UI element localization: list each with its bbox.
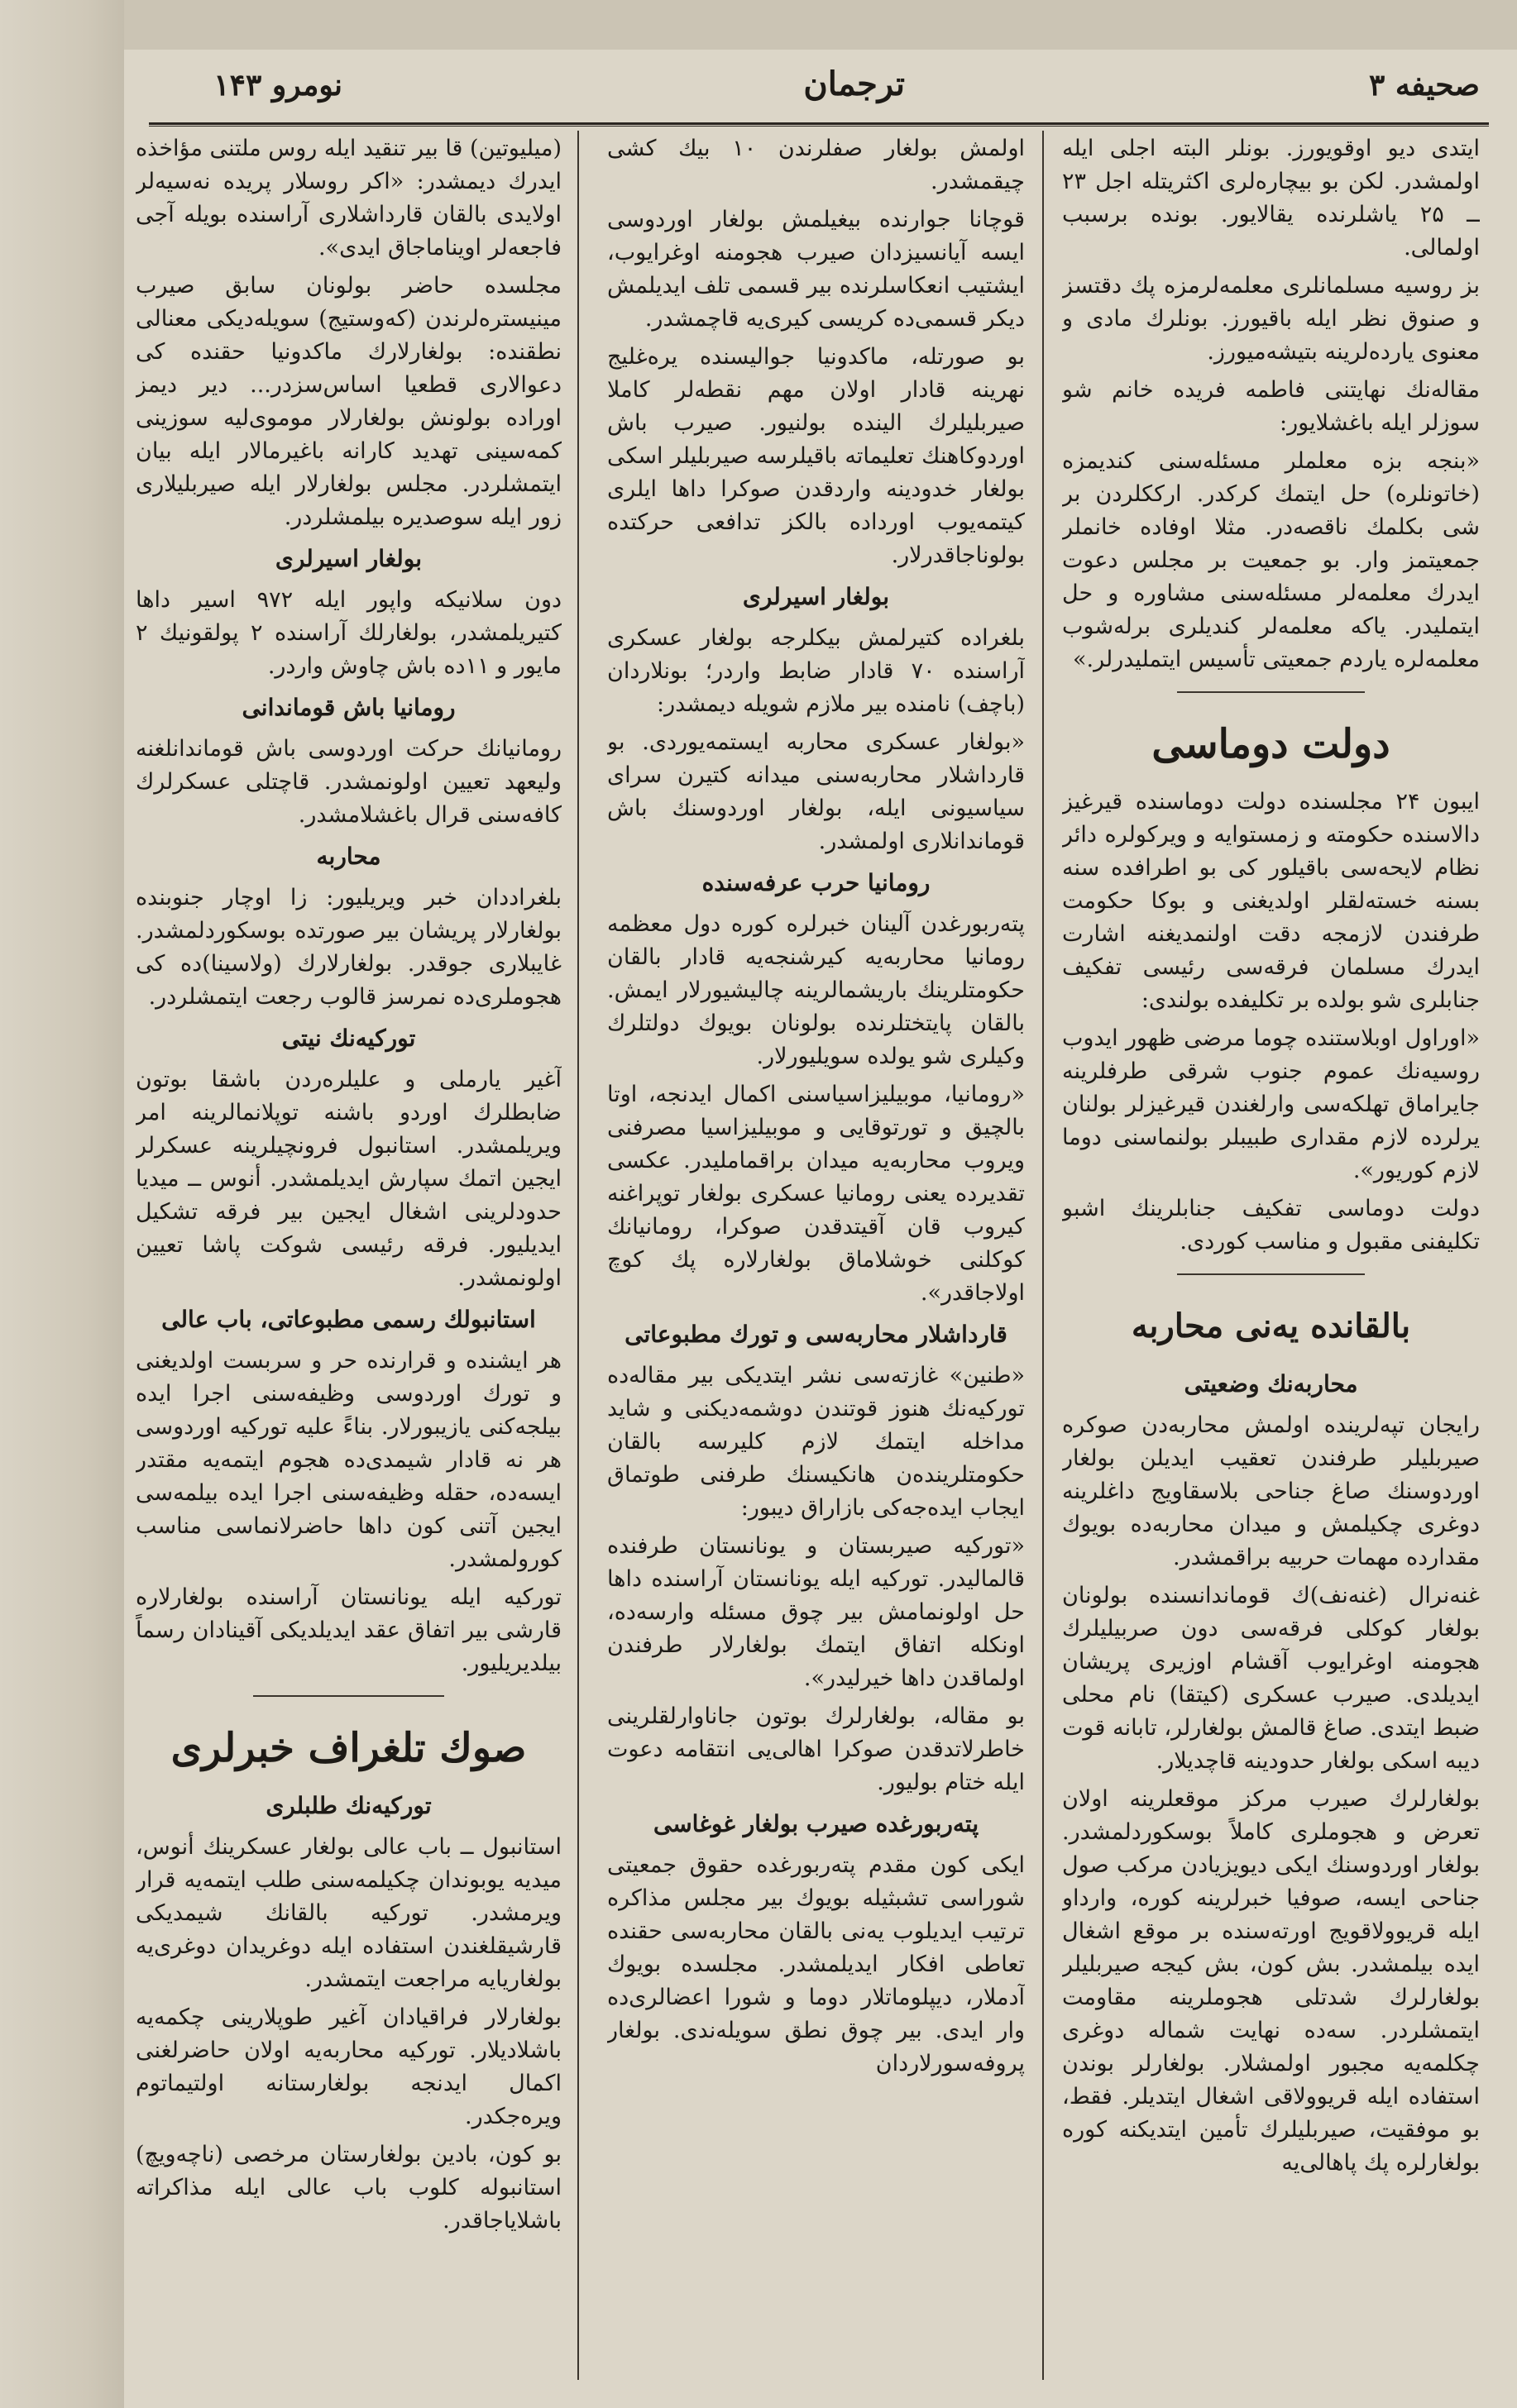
paragraph: دولت دوماسی تفکیف جنابلرینك اشبو تکلیفنی مقبول و مناسب کوردی.: [1062, 1196, 1480, 1254]
paragraph: بو کون، بادین بولغارستان مرخصی (ناچه‌ویچ) استانبوله کلوب باب عالی ایله مذاکراته باشلایاجاقدر.: [136, 2142, 562, 2234]
paragraph: «تورکیه صیربستان و یونانستان طرفنده قالمالیدر. تورکیه ایله یونانستان آراسنده داها حل اولونمامش بیر چوق مسئله وارسه‌ده، اونکله اتفاق ایتمك بولغارلار طرفندن اولماقدن داها خیرلیدر».: [607, 1533, 1025, 1691]
paragraph: «رومانیا، موبیلیزاسیاسنی اکمال ایدنجه، اوتا بالچیق و تورتوقایی و موبیلیزاسیا مصرفنی ویروب محاربه‌یه میدان براقماملیدر. عکسی تقدیرده یعنی رومانیا عسکری بولغار توپراغنه کیروب قان آقیتدقدن صوکرا، رومانیانك کوکلنی خوشلاماق بولغارلاره پك کوچ اولاجاقدر».: [607, 1082, 1025, 1306]
column-rule: [1042, 131, 1044, 2380]
subheading: بولغار اسیرلری: [742, 583, 890, 610]
paragraph: «اوراول اوبلاستنده چوما مرضی ظهور ایدوب روسیه‌نك عموم جنوب شرقی طرفلرینه جایراماق تهلکه‌سی وارلغندن قیرغیزلر بولنان یرلرده لازم مقداری طبیبلر بولنماسنی دوما لازم کوریور».: [1062, 1025, 1480, 1183]
page-number: صحیفه ۳: [1368, 68, 1480, 103]
subheading: تورکیه‌نك نیتی: [281, 1025, 416, 1052]
subheading: تورکیه‌نك طلبلری: [266, 1792, 432, 1819]
paragraph: «بنجه بزه معلملر مسئله‌سنی کندیمزه (خاتونلره) حل ایتمك کرکدر. ارککلردن بر شی بکلمك ناقصه‌در. مثلا اوفاده خانملر جمعیتمز وار. بو جمعیت بر مجلس دعوت ایدرك معلمه‌لر مسئله‌سنی مشاوره و حل ایتملیدر. یاکه معلمه‌لر کندیلری برله‌شوب معلمه‌لره یاردم جمعیتی تأسیس ایتملیدرلر.»: [1062, 448, 1480, 672]
column-rule: [577, 131, 579, 2380]
newspaper-title: ترجمان: [803, 64, 905, 103]
paragraph: قوچانا جوارنده بیغیلمش بولغار اوردوسی ایسه آیانسیزدان صیرب هجومنه اوغرایوب، ایشتیب انعکاسلرنده بیر قسمی تلف ایدیلمش دیکر قسمی‌ده کریسی کیری‌یه قاچمشدر.: [607, 207, 1025, 332]
subheading: پته‌ربورغده صیرب بولغار غوغاسی: [653, 1810, 979, 1837]
paragraph: دون سلانیکه واپور ایله ۹۷۲ اسیر داها کتیریلمشدر، بولغارلك آراسنده ۲ پولقونیك ۲ مایور و ۱۱ده باش چاوش واردر.: [136, 587, 562, 679]
section-divider: [1177, 1273, 1365, 1275]
paragraph: پته‌ربورغدن آلینان خبرلره کوره دول معظمه رومانیا محاربه‌یه کیرشنجه‌یه قادار بالقان حکومتلرینك باریشمالرینه چالیشیورلار ایمش. بالقان پایتختلرنده بولونان بویوك دولتلرك وکیلری شو یولده سویلیورلار.: [607, 911, 1025, 1069]
paragraph: ایتدی دیو اوقویورز. بونلر البته اجلی ایله اولمشدر. لکن بو بیچاره‌لری اکثریتله اجل ۲۳ ــ ۲۵ یاشلرنده یقالایور. بونده برسبب اولمالی.: [1062, 136, 1480, 260]
paragraph: استانبول ــ باب عالی بولغار عسکرینك أنوس، میدیه یوبوندان چکیلمه‌سنی طلب ایتمه‌یه قرار ویرمشدر. تورکیه بالقانك شیمدیکی قارشیقلغندن استفاده ایله دوغریدان دوغری‌یه بولغاریایه مراجعت ایتمشدر.: [136, 1834, 562, 1992]
section-divider: [253, 1695, 445, 1697]
paragraph: بو صورتله، ماکدونیا جوالیسنده یره‌غلیج نهرینه قادار اولان مهم نقطه‌لر کاملا صیربلیلرك الینده بولنیور. صیرب باش اوردوکاهنك تعلیماته باقیلرسه صیربلیلر اسکی بولغار خدودینه واردقدن صوکرا داها ایلری کیتمه‌یوب اورداده بالکز تدافعی حرکتده بولوناجاقدرلار.: [607, 344, 1025, 568]
scan-margin: [0, 0, 124, 2408]
subheading: محاربه: [316, 843, 381, 870]
paragraph: هر ایشنده و قرارنده حر و سربست اولدیغنی و تورك اوردوسی وظیفه‌سنی اجرا ایده بیلجه‌کنی یازیبورلار. بناءً علیه تورکیه اوردوسی هر نه قادار شیمدی‌ده هجوم ایتمه‌یه مقتدر ایسه‌ده، حقله وظیفه‌سنی اجرا ایده بیلمه‌سی ایجین آتنی کون داها حاضرلانماسی مناسب کورولمشدر.: [136, 1348, 562, 1572]
subheading: رومانیا باش قوماندانی: [242, 694, 456, 721]
paragraph: رومانیانك حرکت اوردوسی باش قوماندانلغنه ولیعهد تعیین اولونمشدر. قاچتلی عسکرلرك کافه‌سنی قرال باغشلامشدر.: [136, 736, 562, 828]
section-heading: دولت دوماسی: [1151, 721, 1390, 767]
paragraph: مجلسده حاضر بولونان سابق صیرب مینیستره‌لرندن (که‌وستیج) سویله‌دیکی معنالی نطقنده: بولغارلارك ماکدونیا حقنده کی دعوالاری قطعیا اساس‌سزدر... دیر دیمز اوراده بولونش بولغارلار موموی‌لیه سوزینی کمه‌سینی تهدید کارانه باغیرمالار ایله بیان ایتمشلردر. مجلس بولغارلار ایله صیربلیلاری زور ایله سوصدیره بیلمشلردر.: [136, 273, 562, 530]
paragraph: بولغارلرك صیرب مرکز موقعلرینه اولان تعرض و هجوملری کاملاً بوسکوردلمشدر. بولغار اوردوسنك ایکی دیویزیادن مرکب صول جناحی ایسه، صوفیا خبرلرینه کوره، وارداو ایله قریوولاقویج اورته‌سنده بر موقع اشغال ایده بیلمشدر. بش کون، بش کیجه صیربلیلر بولغارلرك شدتلی هجوملرینه مقاومت ایتمشلردر. سه‌ده نهایت شماله دوغری چکلمه‌یه مجبور اولمشلار. بولغارلر بوندن استفاده ایله قریوولاقی اشغال ایتدیلر. فقط، بو موفقیت، صیربلیلرك تأمین ایتدیکنه کوره بولغارلره پك پاهالی‌یه: [1062, 1786, 1480, 2176]
paragraph: ایبون ۲۴ مجلسنده دولت دوماسنده قیرغیز دالاسنده حکومته و زمستوایه و ویرکولره دائر نظام لایحه‌سی باقیلور کی بو اطرافده سنه بسنه خسته‌لقلر اولدیغنی و بوکا حکومت طرفندن لازمجه دقت اولنمدیغنه اشارت ایدرك مسلمان فرقه‌سی رئیسی تفکیف جنابلری شو بولده بر تکلیفده بولندی:: [1062, 789, 1480, 1013]
page-header: [124, 58, 1517, 124]
header-rule: [149, 122, 1489, 127]
subheading: استانبولك رسمی مطبوعاتی، باب عالی: [161, 1306, 536, 1333]
paragraph: «بولغار عسکری محاربه ایستمه‌یوردی. بو قارداشلار محاربه‌سنی میدانه کتیرن سرای سیاسیونی ایله، بولغار اوردوسنك باش قوماندانلاری اولمشدر.: [607, 729, 1025, 854]
section-heading: صوك تلغراف خبرلری: [170, 1725, 527, 1771]
section-heading: بالقانده یه‌نی محاربه: [1131, 1307, 1411, 1345]
subheading: قارداشلار محاربه‌سی و تورك مطبوعاتی: [625, 1321, 1007, 1348]
column-left: [136, 132, 562, 2382]
paragraph: رایجان تپه‌لرینده اولمش محاربه‌دن صوکره صیربلیلر طرفندن تعقیب ایدیلن بولغار اوردوسنك صاغ جناحی بلاسقاویج داغلرینه دوغری چکیلمش و میدان محاربه‌ده بویوك مقدارده مهمات حربیه براقمشدر.: [1062, 1412, 1480, 1570]
paragraph: بولغارلار فراقیادان آغیر طوپلارینی چکمه‌یه باشلادیلار. تورکیه محاربه‌یه اولان حاضرلغنی اکمال ایدنجه بولغارستانه اولتیماتوم ویره‌جکدر.: [136, 2004, 562, 2129]
paragraph: بو مقاله، بولغارلرك بوتون جاناوارلقلرینی خاطرلاتدقدن صوکرا اهالی‌یی انتقامه دعوت ایله ختام بولیور.: [607, 1703, 1025, 1795]
paragraph: «طنین» غازته‌سی نشر ایتدیکی بیر مقاله‌ده تورکیه‌نك هنوز قوتندن دوشمه‌دیکنی و شاید مداخله ایتمك لازم کلیرسه بالقان حکومتلرینده‌ن هانکیسنك طرفنی طوتماق ایجاب ایده‌جه‌کی بازاراق دیبور:: [607, 1363, 1025, 1521]
paragraph: غنه‌نرال (غنه‌نف)ك قوماندانسنده بولونان بولغار کوکلی فرقه‌سی دون صربیلیلرك هجومنه اوغرایوب آقشام اوزیری پریشان ایدیلدی. صیرب عسکری (کیتقا) نام محلی ضبط ایتدی. صاغ قالمش بولغارلر، تابانه قوت دیبه اسکی بولغار حدودینه قاچدیلار.: [1062, 1583, 1480, 1774]
paragraph: بلغراده کتیرلمش بیکلرجه بولغار عسکری آراسنده ۷۰ قادار ضابط واردر؛ بونلاردان (باچف) نامنده بیر ملازم شویله دیمشدر:: [607, 625, 1025, 717]
paragraph: بز روسیه مسلمانلری معلمه‌لرمزه پك دقتسز و صنوق نظر ایله باقیورز. بونلرك مادی و معنوی یارده‌لرینه بتیشه‌میورز.: [1062, 273, 1480, 365]
paragraph: تورکیه ایله یونانستان آراسنده بولغارلاره قارشی بیر اتفاق عقد ایدیلدیکی آقینادان رسماً بیلدیریلیور.: [136, 1584, 562, 1676]
column-middle: [607, 132, 1025, 2382]
paragraph: بلغراددان خبر ویریلیور: زا اوچار جنوبنده بولغارلار پریشان بیر صورتده بوسکوردلمشدر. غایبلاری جوقدر. بولغارلارك (ولاسینا)ده کی هجوملری‌ده نمرسز قالوب رجعت ایتمشلردر.: [136, 885, 562, 1010]
subheading: رومانیا حرب عرفه‌سنده: [701, 869, 931, 896]
section-divider: [1177, 691, 1365, 693]
subheading: بولغار اسیرلری: [275, 545, 423, 572]
paragraph: اولمش بولغار صفلرندن ۱۰ بیك کشی چیقمشدر.: [607, 136, 1025, 194]
paragraph: مقاله‌نك نهایتنی فاطمه فریده خانم شو سوزلر ایله باغشلایور:: [1062, 377, 1480, 436]
paragraph: آغیر یارملی و علیلره‌ردن باشقا بوتون ضابطلرك اوردو باشنه توپلانمالرینه امر ویریلمشدر. استانبول فرونچیلرینه عسکرلر ایجین اتمك سپارش ایدیلمشدر. أنوس ــ میدیا حدودلرینی اشغال ایجین بیر فرقه تشکیل ایدیلیور. فرقه رئیسی شوکت پاشا تعیین اولونمشدر.: [136, 1067, 562, 1291]
paragraph: ایکی کون مقدم پته‌ربورغده حقوق جمعیتی شوراسی تشبثیله بویوك بیر مجلس مذاکره ترتیب ایدیلوب یه‌نی بالقان محاربه‌سی حقنده تعاطی افکار ایدیلمشدر. مجلسده بویوك آدملار، دیپلوماتلار دوما و شورا اعضالری‌ده وار ایدی. بیر چوق نطق سویله‌ندی. بولغار پروفه‌سورلاردان: [607, 1852, 1025, 2076]
paragraph: (میلیوتین) قا بیر تنقید ایله روس ملتنی مؤاخذه ایدرك دیمشدر: «اکر روسلار پریده نه‌سیه‌لر اولایدی بالقان قارداشلاری آراسنده بویله آجی فاجعه‌لر اویناماجاق ایدی».: [136, 136, 562, 260]
issue-number: نومرو ۱۴۳: [213, 68, 342, 103]
subheading: محاربه‌نك وضعیتی: [1184, 1370, 1358, 1398]
column-right: [1062, 132, 1480, 2382]
